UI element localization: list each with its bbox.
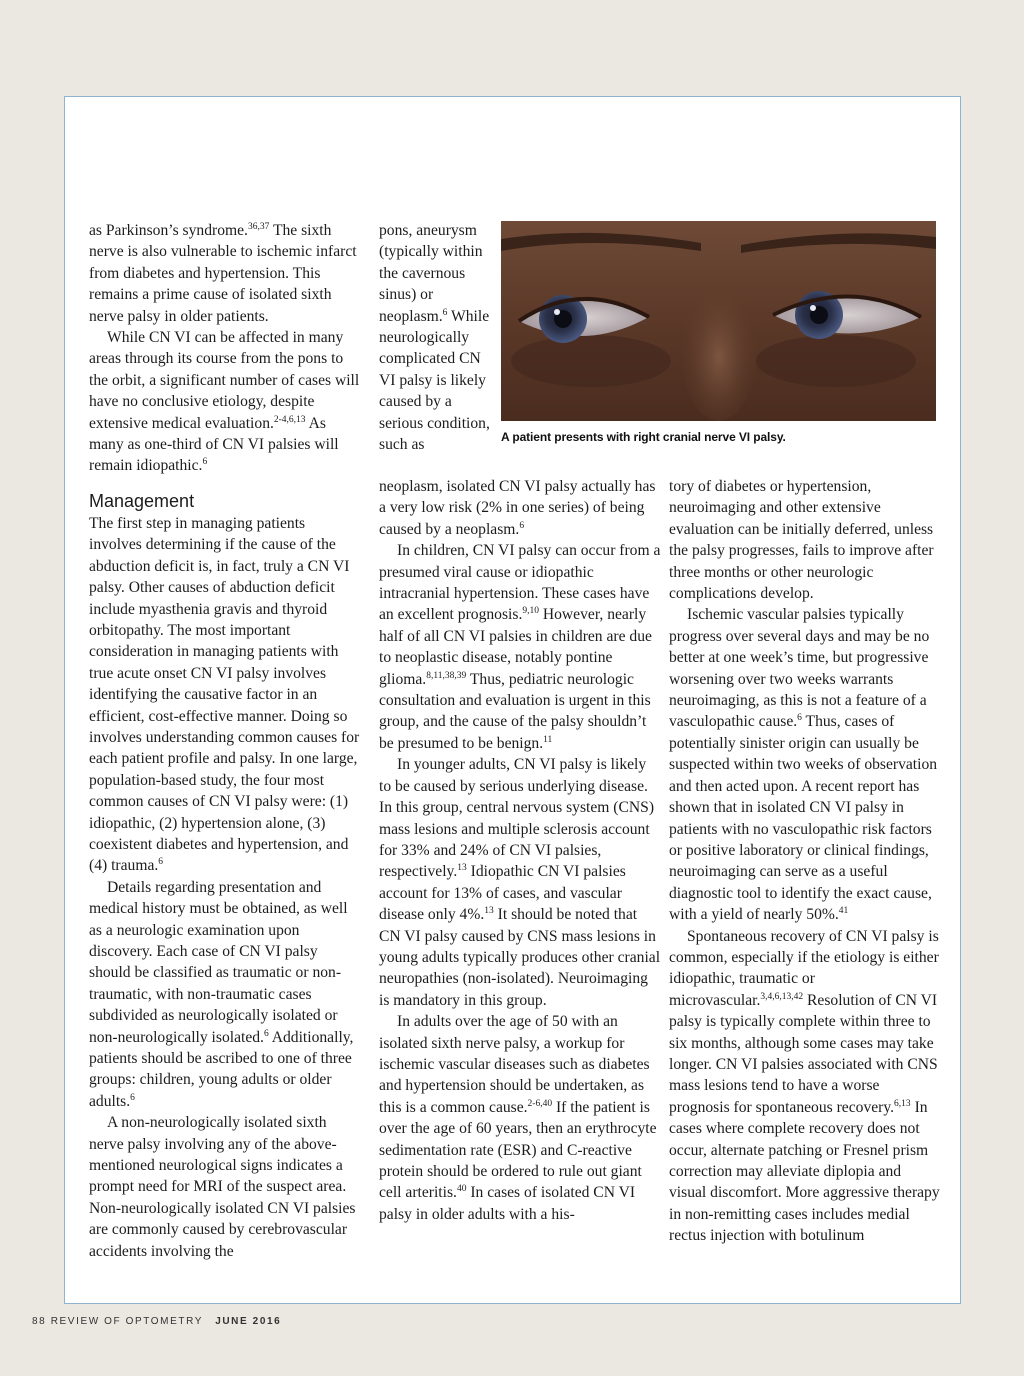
column-2 — [379, 476, 661, 1225]
paragraph: While CN VI can be affected in many areas through its course from the pons to the orbit, a significant number of cases will have no conclusive etiology, despite extensive medical evaluation.$^{2-4,6,13}$ As many as one-third of CN VI palsies will remain idiopathic.$^6$ — [89, 329, 360, 475]
paragraph: In adults over the age of 50 with an isolated sixth nerve palsy, a workup for ischemic vascular diseases such as diabetes and hypertension should be undertaken, as this is a common cause.$^{2-6,40}$ If the patient is over the age of 60 years, then an erythrocyte sedimentation rate (ESR) and C-reactive protein should be ordered to rule out giant cell arteritis.$^{40}$ In cases of isolated CN VI palsy in older adults with a his- — [379, 1013, 657, 1223]
paragraph: Spontaneous recovery of CN VI palsy is common, especially if the etiology is either idiopathic, traumatic or microvascular.$^{3,4,6,13,42}$ Resolution of CN VI palsy is typically complete within three to six months, although some cases may take longer. CN VI palsies associated with CNS mass lesions tend to have a worse prognosis for spontaneous recovery.$^{6,13}$ In cases where complete recovery does not occur, alternate patching or Fresnel prism correction may alleviate diplopia and visual discomfort. More aggressive therapy in non-remitting cases includes medial rectus injection with botulinum — [669, 927, 940, 1245]
paragraph: The first step in managing patients involves determining if the cause of the abduction deficit is, in fact, truly a CN VI palsy. Other causes of abduction deficit include myasthenia gravis and thyroid orbitopathy. The most important consideration in managing patients with true acute onset CN VI palsy involves identifying the causative factor in an efficient, cost-effective manner. Doing so involves understanding common causes for each patient profile and palsy. In one large, population-based study, the four most common causes of CN VI palsy were: (1) idiopathic, (2) hypertension alone, (3) coexistent diabetes and hypertension, and (4) trauma.$^6$ — [89, 514, 360, 875]
paragraph: tory of diabetes or hypertension, neuroimaging and other extensive evaluation can be initially deferred, unless the palsy progresses, fails to improve after three months or other neurologic complications develop. — [669, 478, 934, 603]
paragraph: Details regarding presentation and medical history must be obtained, as well as a neurologic examination upon discovery. Each case of CN VI palsy should be classified as traumatic or non-traumatic, with non-traumatic cases subdivided as neurologically isolated or non-neurologically isolated.$^6$ Additionally, patients should be ascribed to one of three groups: children, young adults or older adults.$^6$ — [89, 878, 354, 1110]
section-heading: Management — [89, 490, 195, 511]
figure-caption: A patient presents with right cranial nerve VI palsy. — [501, 430, 786, 444]
paragraph: pons, aneurysm (typically within the cavernous sinus) or neoplasm.$^6$ While neurologically complicated CN VI palsy is likely caused by a serious condition, such as — [379, 222, 490, 454]
paragraph: as Parkinson’s syndrome.$^{36,37}$ The sixth nerve is also vulnerable to ischemic infarct from diabetes and hypertension. This remains a prime cause of isolated sixth nerve palsy in older patients. — [89, 222, 357, 325]
issue-date: JUNE 2016 — [215, 1316, 282, 1327]
column-1 — [89, 220, 361, 1262]
paragraph: A non-neurologically isolated sixth nerve palsy involving any of the above-mentioned neurological signs indicates a prompt need for MRI of the suspect area. Non-neurologically isolated CN VI palsies are commonly caused by cerebrovascular accidents involving the — [89, 1114, 356, 1260]
page-footer — [32, 1316, 281, 1327]
publication-name: REVIEW OF OPTOMETRY — [50, 1316, 203, 1327]
column-2-narrow — [379, 220, 491, 455]
paragraph: Ischemic vascular palsies typically progress over several days and may be no better at one week’s time, but progressive worsening over two weeks warrants neuroimaging, as this is not a feature of a vasculopathic cause.$^6$ Thus, cases of potentially sinister origin can usually be suspected within two weeks of observation and then acted upon. A recent report has shown that in isolated CN VI palsy in patients with no vasculopathic risk factors or positive laboratory or clinical findings, neuroimaging can serve as a useful diagnostic tool to identify the exact cause, with a yield of nearly 50%.$^{41}$ — [669, 606, 938, 924]
paragraph: In children, CN VI palsy can occur from a presumed viral cause or idiopathic intracranial hypertension. These cases have an excellent prognosis.$^{9,10}$ However, nearly half of all CN VI palsies in children are due to neoplastic disease, notably pontine glioma.$^{8,11,38,39}$ Thus, pediatric neurologic consultation and evaluation is urgent in this group, and the cause of the palsy shouldn’t be presumed to be benign.$^{11}$ — [379, 542, 661, 752]
page-number: 88 — [32, 1316, 47, 1327]
paragraph: neoplasm, isolated CN VI palsy actually has a very low risk (2% in one series) of being caused by a neoplasm.$^6$ — [379, 478, 656, 538]
column-3 — [669, 476, 941, 1247]
paragraph: In younger adults, CN VI palsy is likely to be caused by serious underlying disease. In this group, central nervous system (CNS) mass lesions and multiple sclerosis account for 33% and 24% of CN VI palsies, respectively.$^{13}$ Idiopathic CN VI palsies account for 13% of cases, and vascular disease only 4%.$^{13}$ It should be noted that CN VI palsy caused by CNS mass lesions in young adults typically produces other cranial neuropathies (non-isolated). Neuroimaging is mandatory in this group. — [379, 756, 661, 1009]
patient-eyes-photo — [501, 221, 936, 421]
